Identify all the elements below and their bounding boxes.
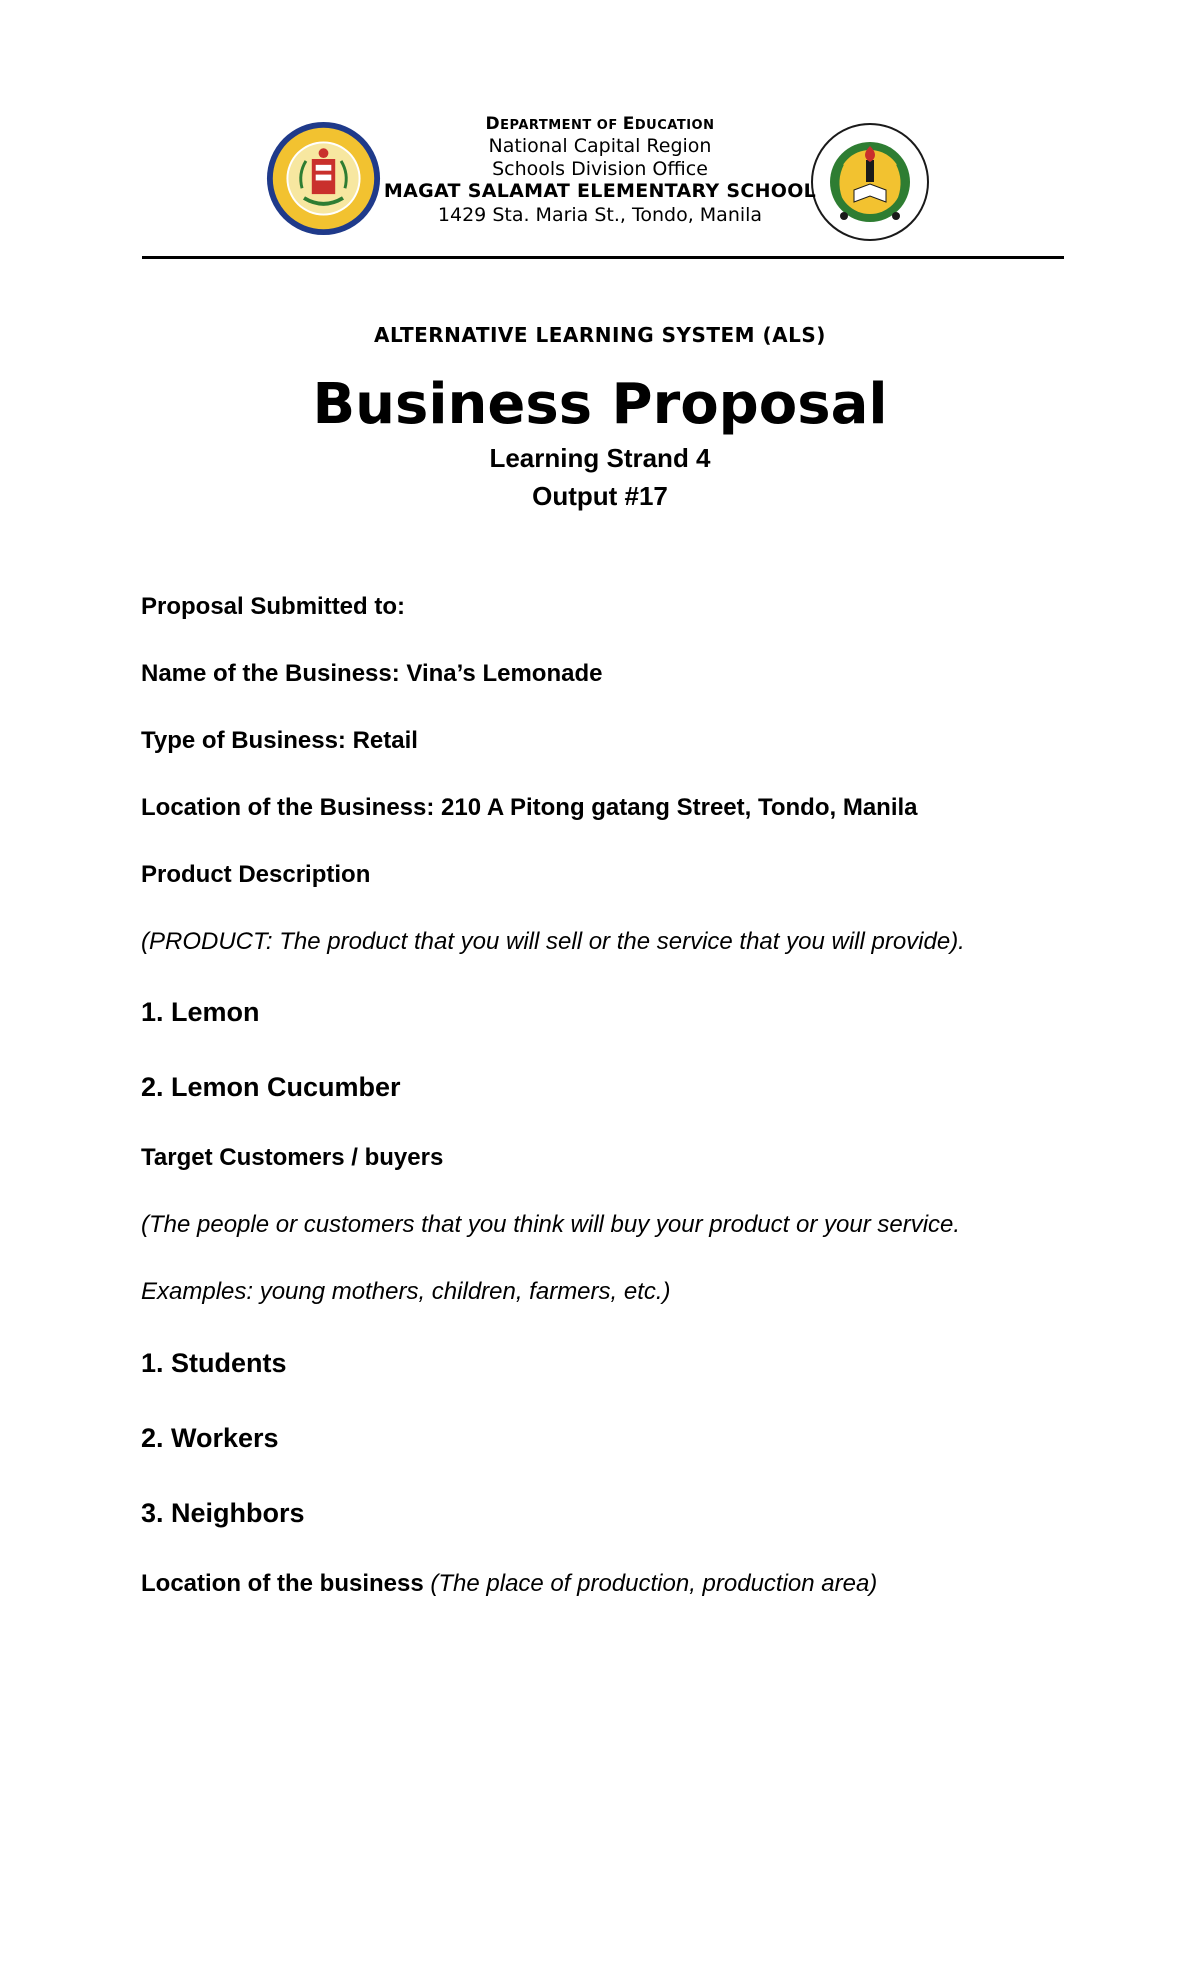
location-heading: Location of the business (141, 1570, 424, 1597)
learning-strand: Learning Strand 4 (489, 443, 711, 473)
region-name: National Capital Region (488, 135, 712, 157)
product-note: (PRODUCT: The product that you will sell or the service that you will provide). (141, 928, 965, 955)
department-initial-e: E (622, 114, 635, 134)
division-office: Schools Division Office (492, 158, 708, 180)
submitted-to-label: Proposal Submitted to: (141, 593, 405, 620)
customer-item: 2. Workers (141, 1423, 279, 1453)
business-location: Location of the Business: 210 A Pitong gatang Street, Tondo, Manila (141, 794, 918, 821)
target-note-line-2: Examples: young mothers, children, farmers, etc.) (141, 1278, 671, 1305)
department-name (300, 114, 900, 134)
target-heading: Target Customers / buyers (141, 1144, 444, 1171)
location-line (141, 1570, 877, 1598)
department-text-2: DUCATION (634, 118, 715, 133)
location-note: (The place of production, production area) (423, 1570, 878, 1597)
business-name: Name of the Business: Vina’s Lemonade (141, 660, 603, 687)
department-text-1: EPARTMENT OF (500, 118, 623, 133)
customer-item: 3. Neighbors (141, 1498, 305, 1528)
product-heading: Product Description (141, 861, 371, 888)
customer-item: 1. Students (141, 1348, 287, 1378)
department-initial-d: D (485, 114, 501, 134)
product-item: 2. Lemon Cucumber (141, 1072, 401, 1102)
page-title: Business Proposal (312, 372, 888, 437)
school-address: 1429 Sta. Maria St., Tondo, Manila (437, 204, 763, 226)
target-note-line-1: (The people or customers that you think will buy your product or your service. (141, 1211, 961, 1238)
output-number: Output #17 (532, 481, 668, 511)
product-item: 1. Lemon (141, 997, 260, 1027)
header-divider (142, 256, 1064, 259)
school-name: MAGAT SALAMAT ELEMENTARY SCHOOL (383, 180, 817, 202)
business-type: Type of Business: Retail (141, 727, 418, 754)
program-name: ALTERNATIVE LEARNING SYSTEM (ALS) (374, 323, 826, 347)
